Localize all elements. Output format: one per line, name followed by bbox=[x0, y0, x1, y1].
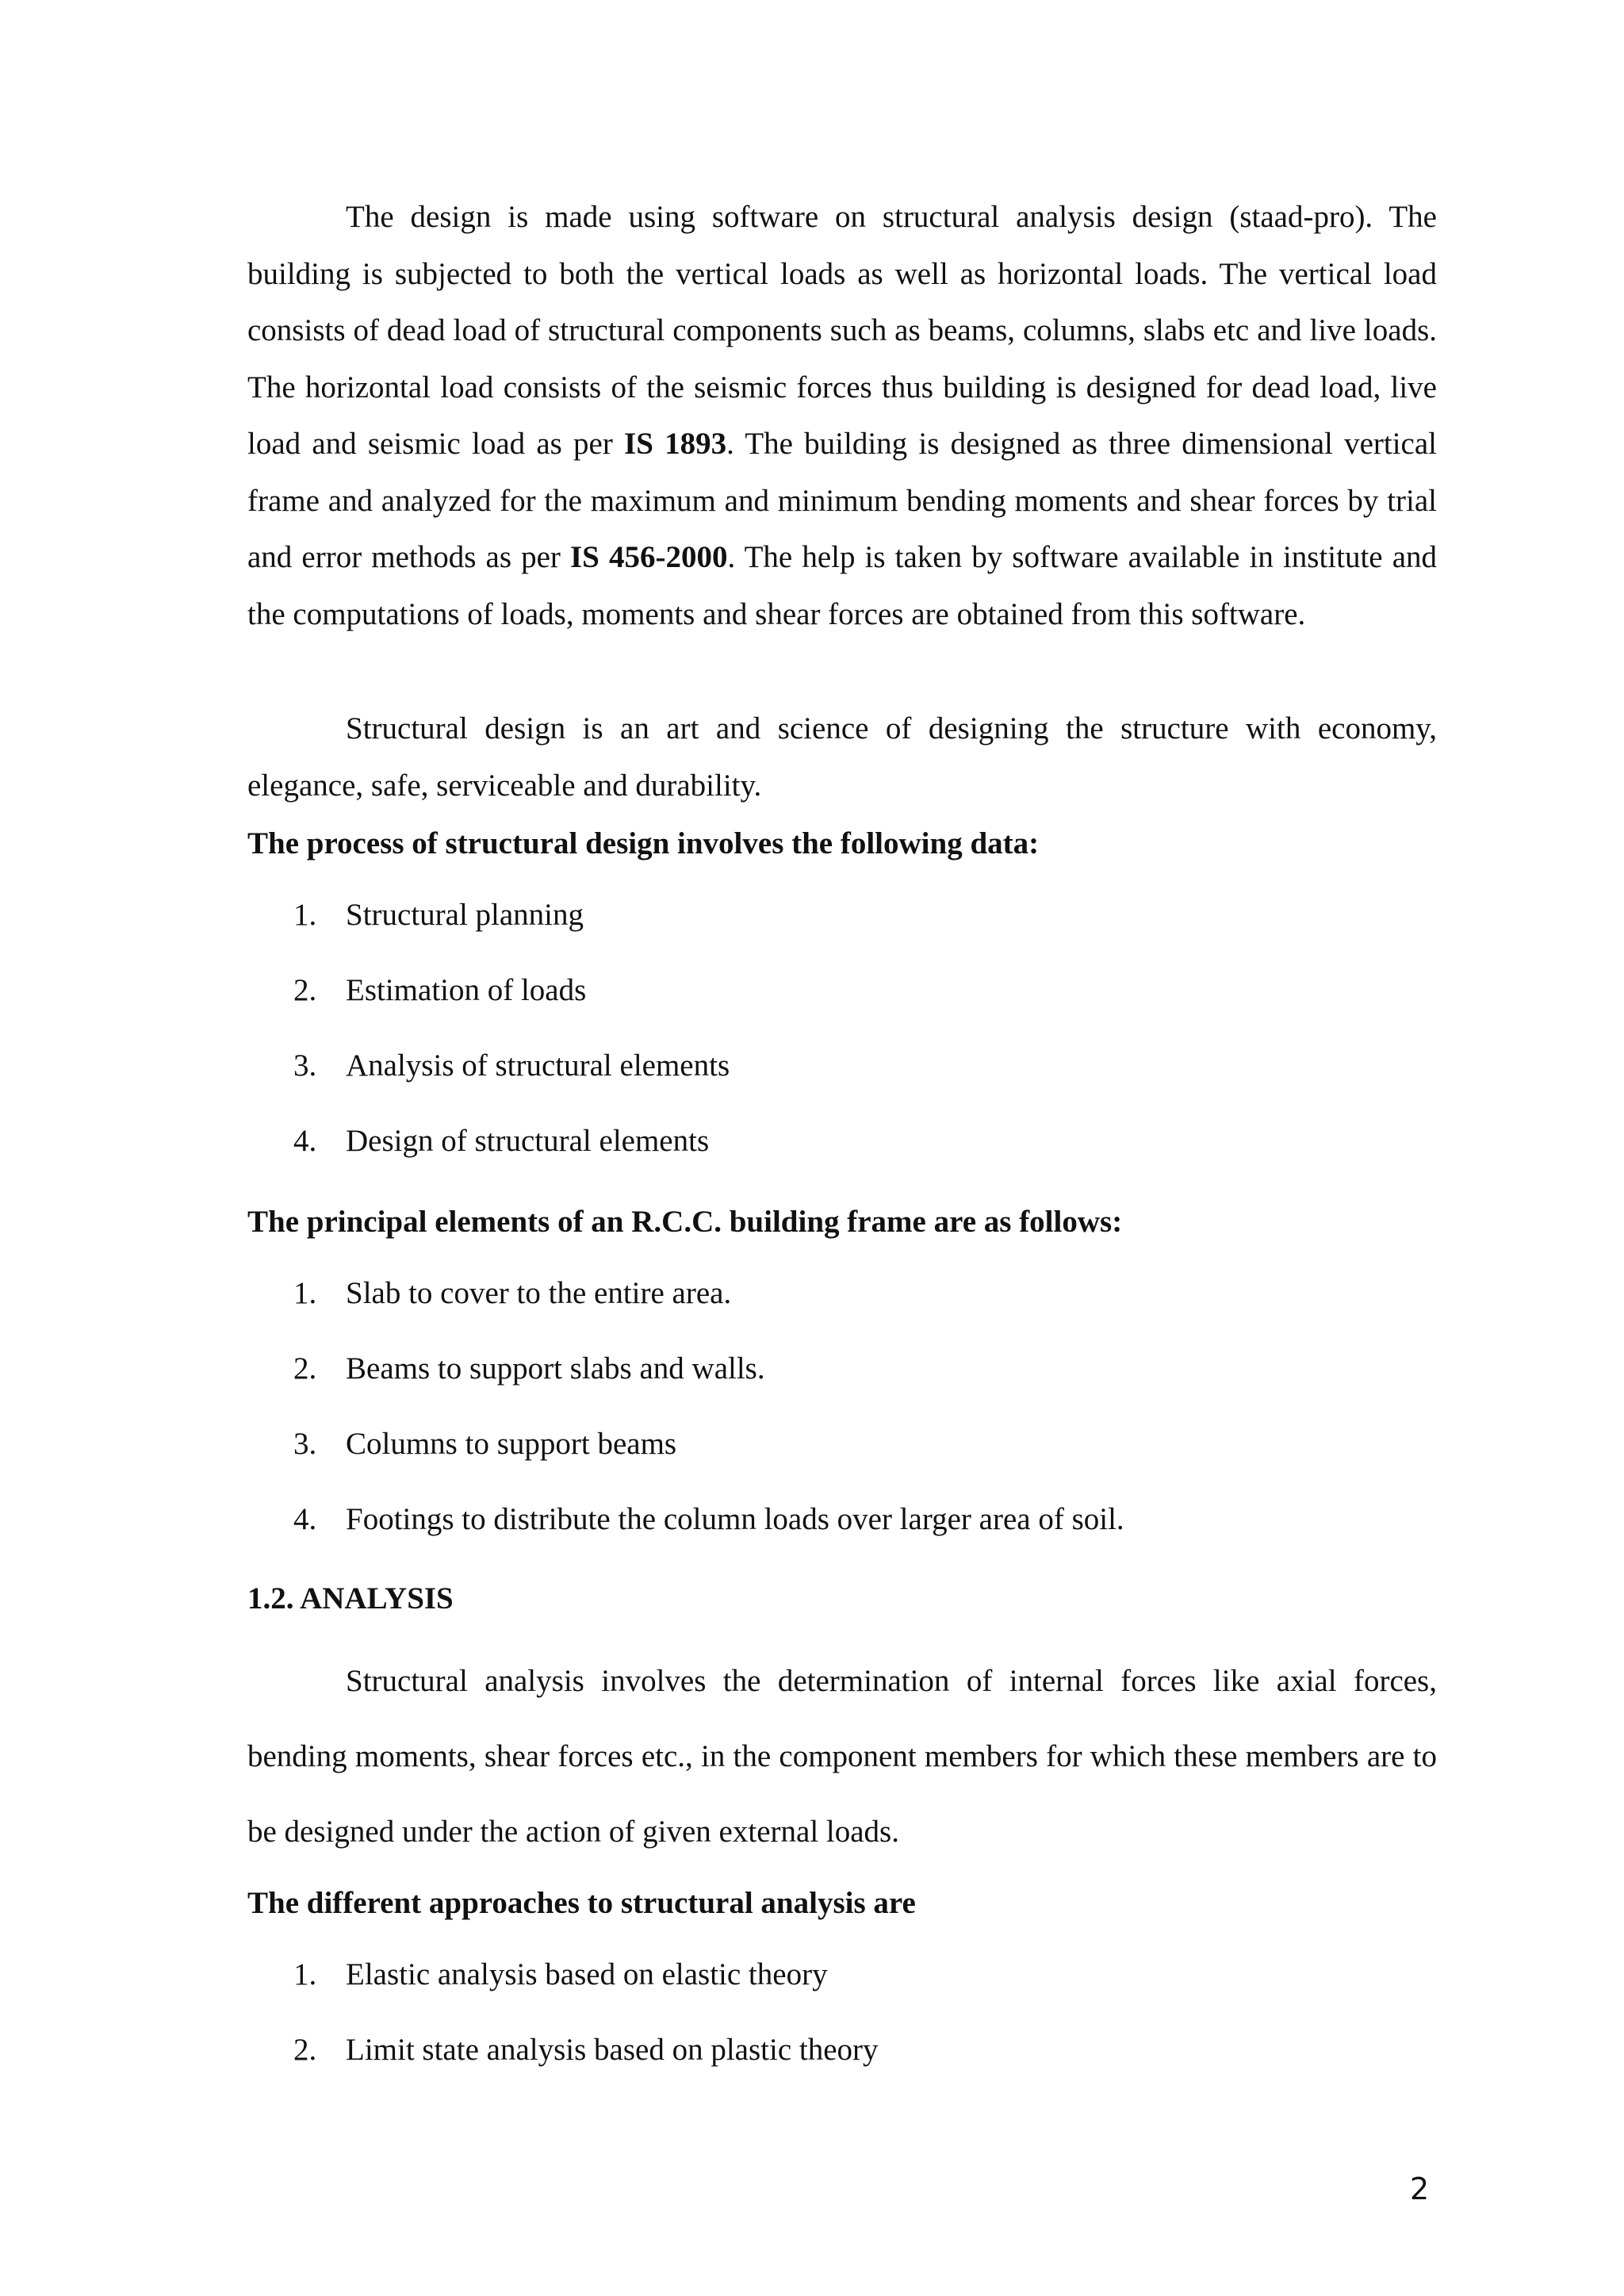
list-number: 3. bbox=[293, 1427, 317, 1461]
list-number: 1. bbox=[293, 898, 317, 932]
list-number: 3. bbox=[293, 1048, 317, 1083]
code-is-1893: IS 1893 bbox=[624, 427, 727, 461]
list-text: Beams to support slabs and walls. bbox=[346, 1351, 765, 1386]
code-is-456: IS 456-2000 bbox=[570, 540, 728, 574]
list-text: Structural planning bbox=[346, 898, 584, 932]
intro-paragraph bbox=[247, 189, 1437, 642]
list-number: 4. bbox=[293, 1502, 317, 1536]
analysis-paragraph: Structural analysis involves the determination of internal forces like axial forces, bending moments, shear forces etc., in the component members for which these members are to be designed under the action of given external loads. bbox=[247, 1664, 1437, 1849]
list-text: Analysis of structural elements bbox=[346, 1048, 730, 1083]
principal-elements-heading: The principal elements of an R.C.C. building frame are as follows: bbox=[247, 1205, 1123, 1239]
list-number: 2. bbox=[293, 1351, 317, 1386]
approaches-heading: The different approaches to structural analysis are bbox=[247, 1886, 916, 1920]
list-text: Estimation of loads bbox=[346, 973, 587, 1007]
list-number: 4. bbox=[293, 1124, 317, 1158]
analysis-section-heading: 1.2. ANALYSIS bbox=[247, 1581, 454, 1616]
list-number: 1. bbox=[293, 1276, 317, 1310]
process-heading: The process of structural design involves the following data: bbox=[247, 826, 1040, 861]
list-number: 2. bbox=[293, 973, 317, 1007]
list-text: Columns to support beams bbox=[346, 1427, 677, 1461]
intro-paragraph-part2: . The building is designed as three dimensional vertical frame and analyzed for the maximum and minimum bending moments and shear forces by trial and error methods as per bbox=[247, 427, 1437, 574]
list-text: Elastic analysis based on elastic theory bbox=[346, 1957, 828, 1991]
design-definition-paragraph: Structural design is an art and science of designing the structure with economy, elegance, safe, serviceable and durability. bbox=[247, 711, 1437, 803]
list-text: Design of structural elements bbox=[346, 1124, 710, 1158]
list-number: 1. bbox=[293, 1957, 317, 1991]
list-text: Limit state analysis based on plastic theory bbox=[346, 2033, 879, 2067]
page-number: 2 bbox=[1410, 2171, 1430, 2206]
intro-paragraph-part1: The design is made using software on structural analysis design (staad-pro). The building is subjected to both the vertical loads as well as horizontal loads. The vertical load consists of dead load of structural components such as beams, columns, slabs etc and live loads. The horizontal load consists of the seismic forces thus building is designed for dead load, live load and seismic load as per bbox=[247, 200, 1437, 461]
list-text: Footings to distribute the column loads over larger area of soil. bbox=[346, 1502, 1124, 1536]
list-text: Slab to cover to the entire area. bbox=[346, 1276, 732, 1310]
intro-paragraph-part3: . The help is taken by software available in institute and the computations of loads, moments and shear forces are obtained from this software. bbox=[247, 540, 1438, 631]
list-number: 2. bbox=[293, 2033, 317, 2067]
